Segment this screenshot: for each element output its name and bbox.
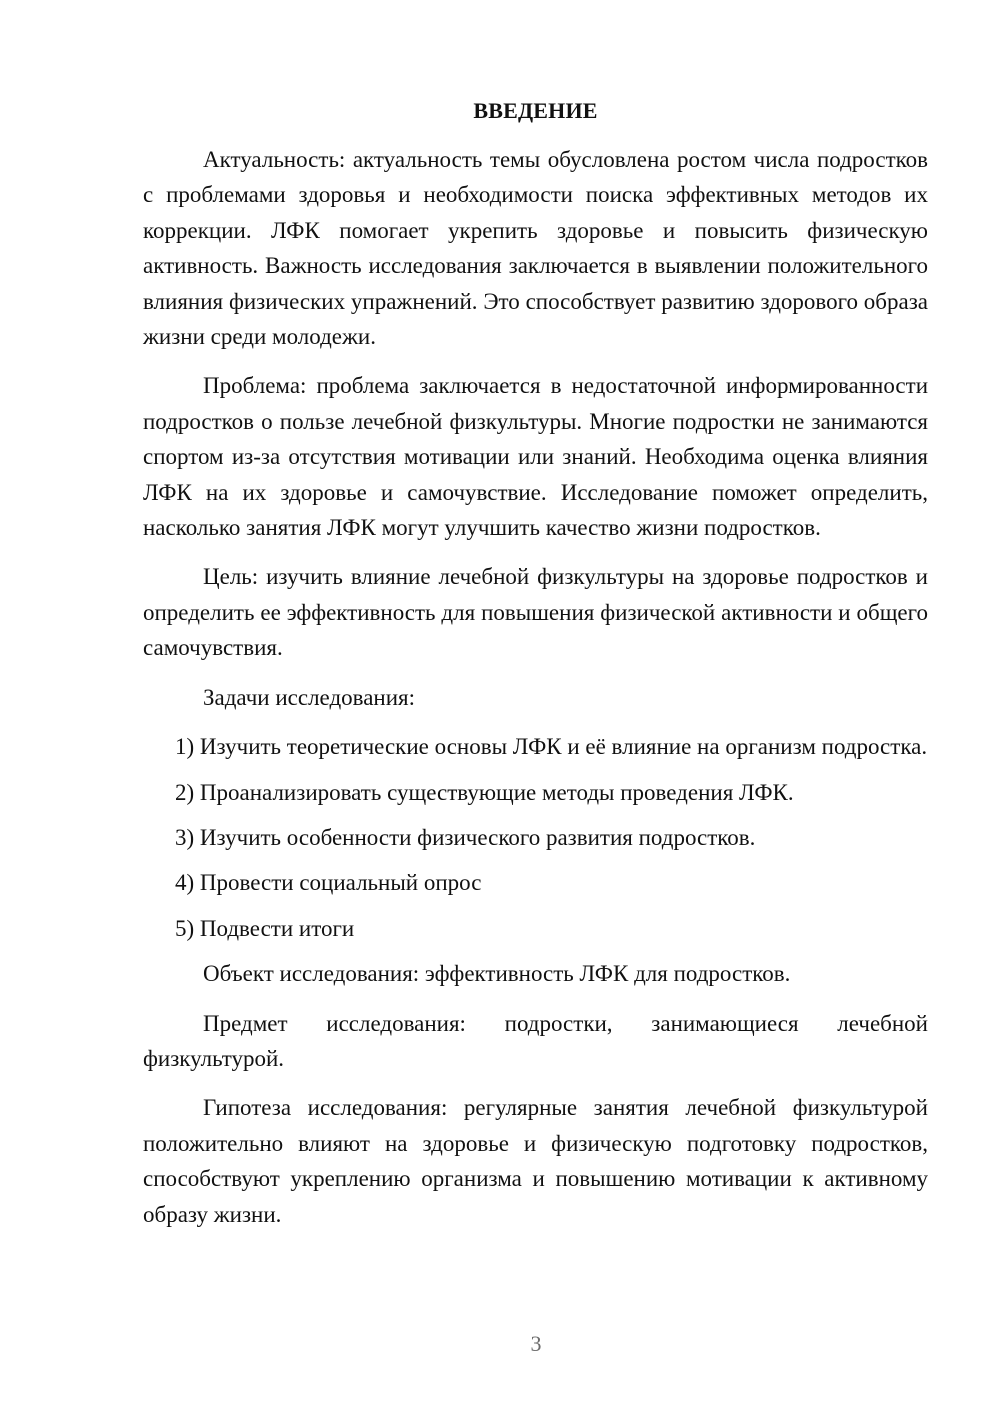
- task-item: 4) Провести социальный опрос: [175, 870, 482, 896]
- task-item: 3) Изучить особенности физического развития подростков.: [175, 824, 756, 850]
- page-number: 3: [530, 1331, 542, 1356]
- object-paragraph: Объект исследования: эффективность ЛФК для подростков.: [203, 961, 791, 987]
- task-item: 5) Подвести итоги: [175, 915, 355, 941]
- goal-paragraph: Цель: изучить влияние лечебной физкультуры на здоровье подростков и определить ее эффективность для повышения физической активности и общего самочувствия.: [143, 564, 928, 661]
- document-page: [143, 96, 928, 1246]
- task-item: 2) Проанализировать существующие методы проведения ЛФК.: [175, 779, 794, 805]
- relevance-paragraph: Актуальность: актуальность темы обусловлена ростом числа подростков с проблемами здоровья и необходимости поиска эффективных методов их коррекции. ЛФК помогает укрепить здоровье и повысить физическую активность. Важность исследования заключается в выявлении положительного влияния физических упражнений. Это способствует развитию здорового образа жизни среди молодежи.: [143, 147, 928, 350]
- hypothesis-paragraph: Гипотеза исследования: регулярные занятия лечебной физкультурой положительно влияют на здоровье и физическую подготовку подростков, способствуют укреплению организма и повышению мотивации к активному образу жизни.: [143, 1095, 928, 1227]
- subject-paragraph: Предмет исследования: подростки, занимающиеся лечебной физкультурой.: [143, 1010, 928, 1071]
- page-title: ВВЕДЕНИЕ: [473, 98, 598, 123]
- problem-paragraph: Проблема: проблема заключается в недостаточной информированности подростков о пользе лечебной физкультуры. Многие подростки не занимаются спортом из-за отсутствия мотивации или знаний. Необходима оценка влияния ЛФК на их здоровье и самочувствие. Исследование поможет определить, насколько занятия ЛФК могут улучшить качество жизни подростков.: [143, 373, 928, 541]
- task-item: 1) Изучить теоретические основы ЛФК и её влияние на организм подростка.: [175, 734, 928, 760]
- tasks-heading: Задачи исследования:: [203, 684, 416, 710]
